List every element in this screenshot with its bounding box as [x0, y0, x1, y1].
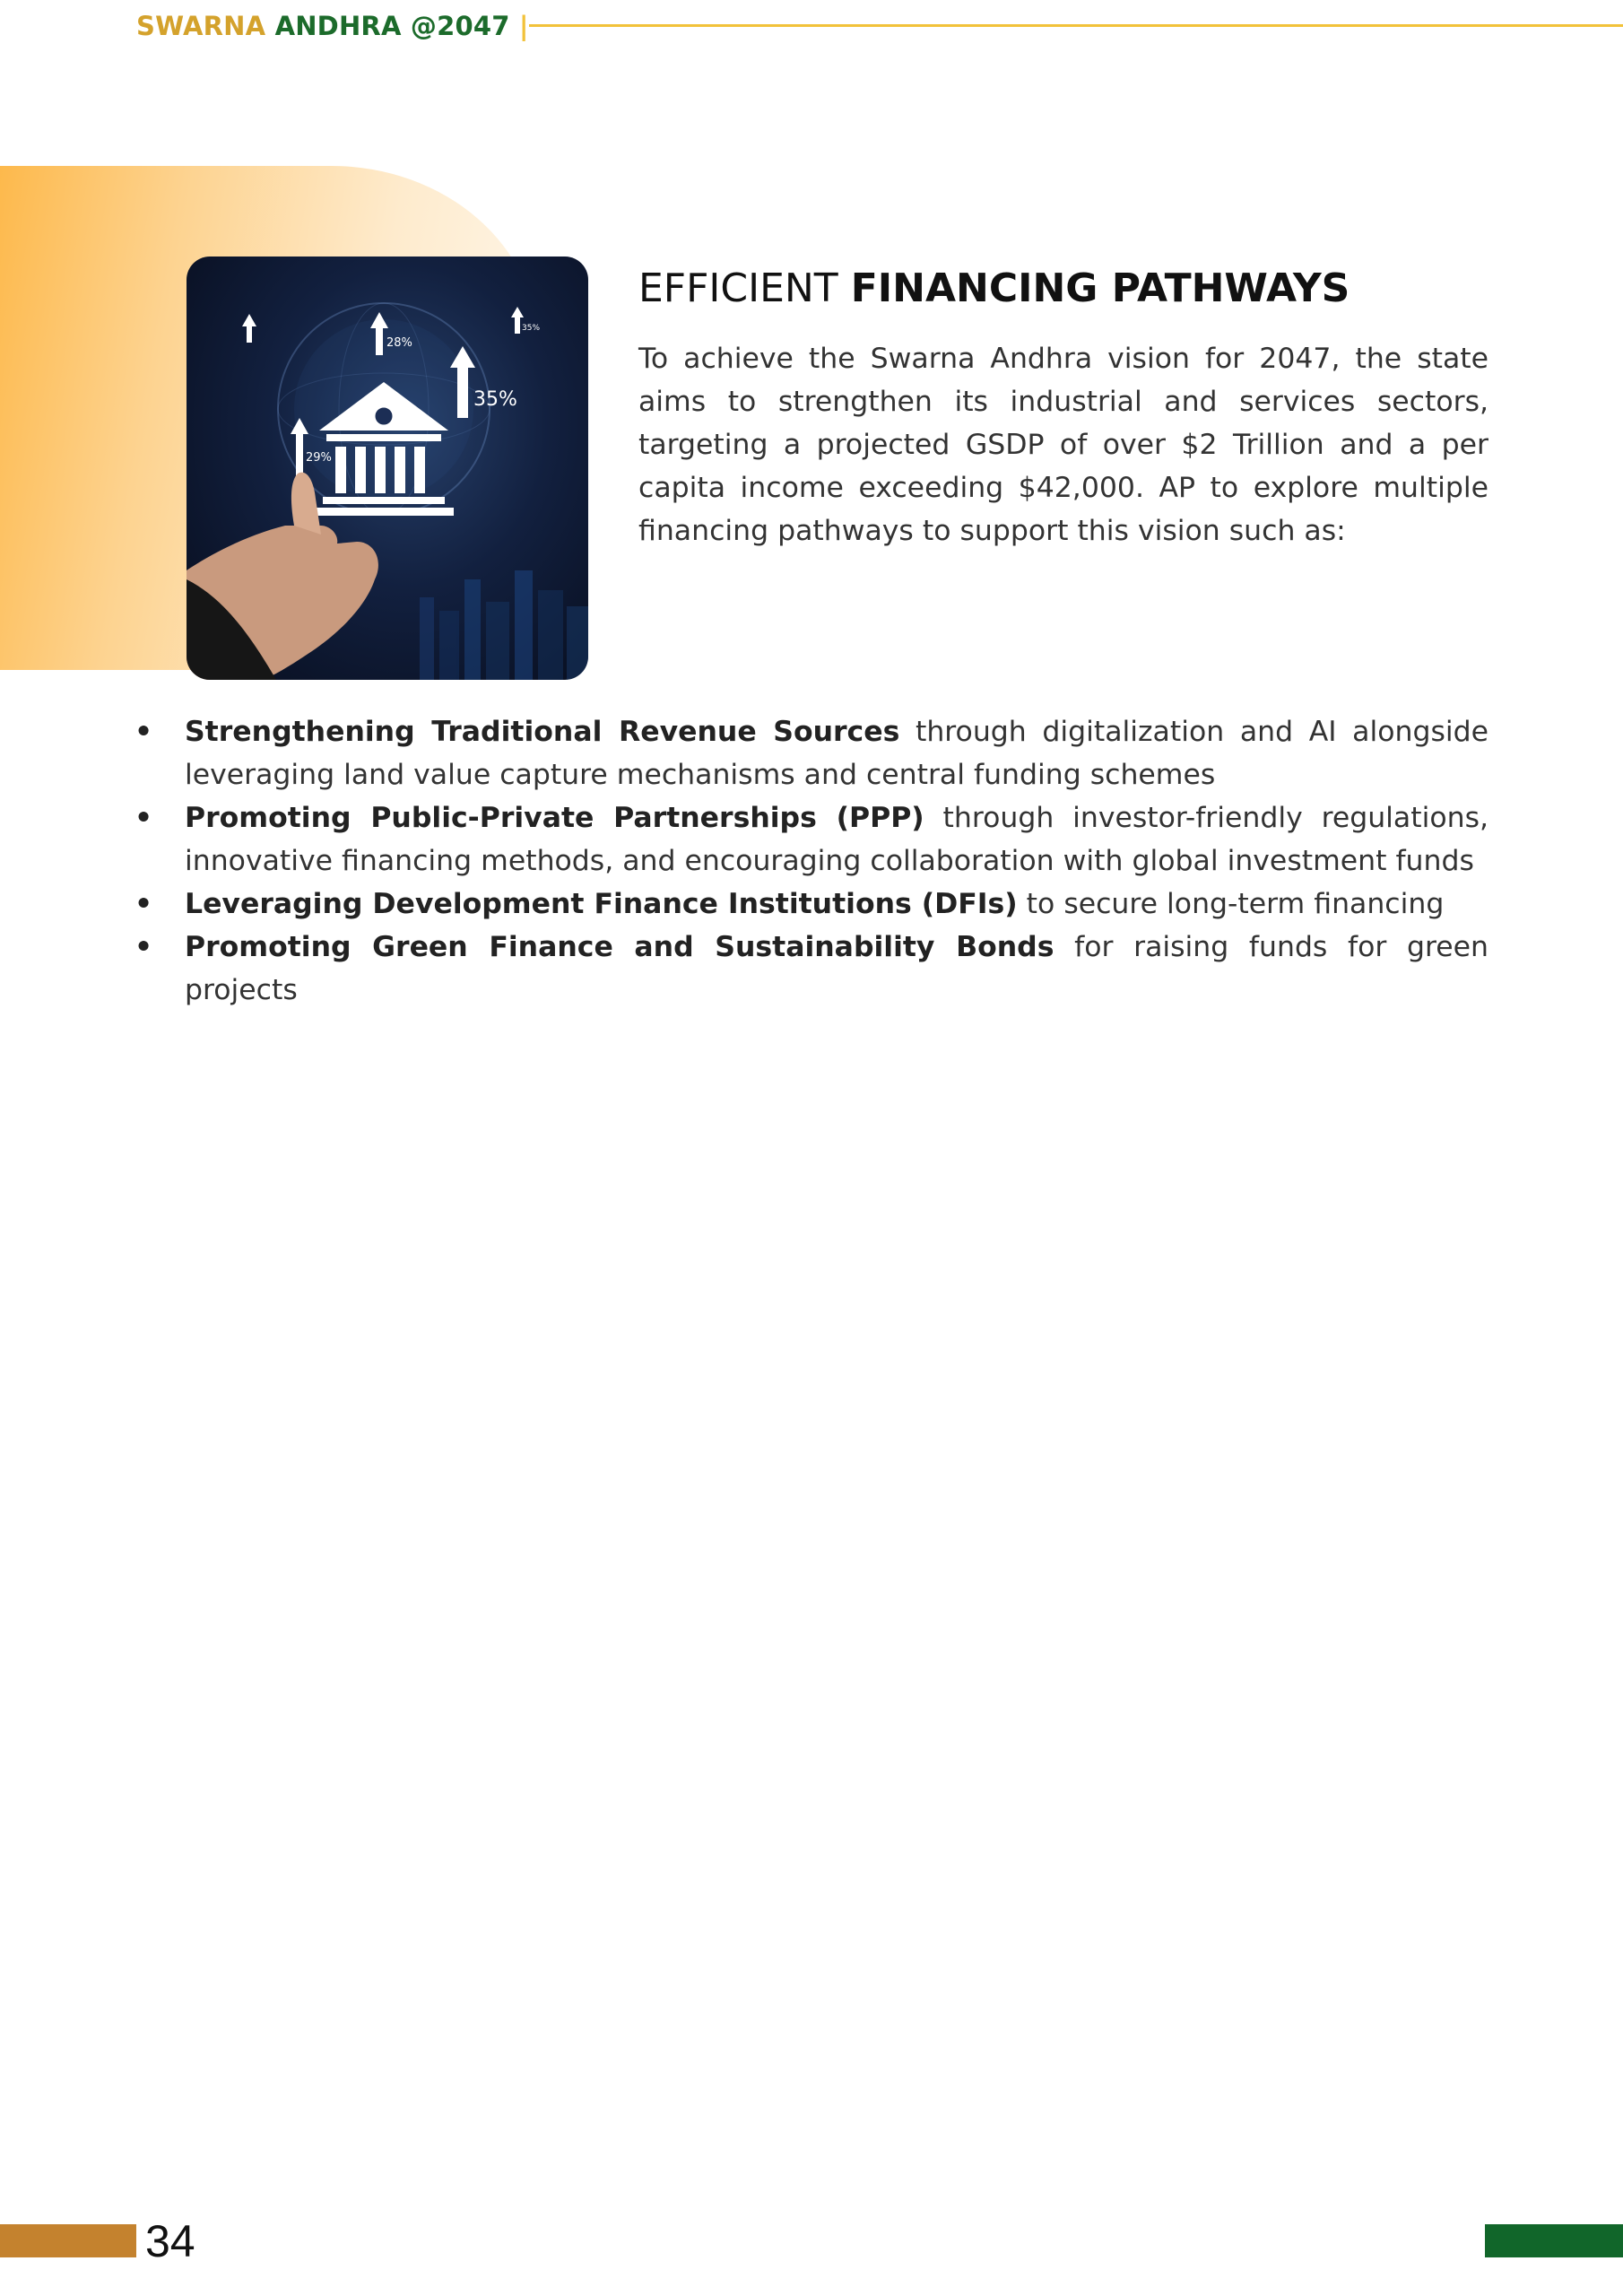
list-item	[135, 710, 1488, 796]
hero-label-29: 29%	[306, 451, 332, 465]
intro-paragraph: To achieve the Swarna Andhra vision for 2047, the state aims to strengthen its industrial and services sectors, targeting a projected GSDP of over $2 Trillion and a per capita income exceeding $42,000. AP to explore multiple financing pathways to support this vision such as:	[638, 343, 1488, 547]
title-light: EFFICIENT	[638, 265, 838, 311]
list-item-heading: Promoting Public-Private Partnerships (PPP)	[185, 802, 924, 834]
hero-label-28: 28%	[386, 336, 412, 350]
list-item-text: through investor-friendly regulations, innovative financing methods, and encouraging collaboration with global investment funds	[185, 802, 1488, 877]
list-item	[135, 883, 1488, 926]
running-header	[136, 11, 529, 41]
page-number: 34	[145, 2216, 195, 2266]
list-item-text: to secure long-term financing	[1017, 888, 1445, 920]
hero-label-35-small: 35%	[522, 324, 541, 333]
footer-orange-bar	[0, 2224, 136, 2257]
brand-swarna: SWARNA	[136, 11, 266, 41]
list-item-text: for raising funds for green projects	[185, 931, 1488, 1006]
bank-growth-icon	[187, 257, 588, 680]
hero-image	[187, 257, 588, 680]
bullet-icon: •	[135, 888, 153, 920]
title-bold: FINANCING PATHWAYS	[850, 265, 1350, 311]
list-item-heading: Promoting Green Finance and Sustainability Bonds	[185, 931, 1055, 963]
list-item	[135, 796, 1488, 883]
list-item	[135, 926, 1488, 1012]
header-separator: |	[518, 11, 529, 41]
footer-green-bar	[1485, 2224, 1623, 2257]
brand-andhra-2047: ANDHRA @2047	[274, 11, 510, 41]
list-item-heading: Leveraging Development Finance Institutions (DFIs)	[185, 888, 1018, 920]
header-rule	[529, 24, 1623, 27]
list-item-text: through digitalization and AI alongside leveraging land value capture mechanisms and central funding schemes	[185, 716, 1488, 791]
bullet-icon: •	[135, 802, 153, 834]
financing-pathways-list	[135, 710, 1488, 1012]
list-item-heading: Strengthening Traditional Revenue Sources	[185, 716, 900, 748]
bullet-icon: •	[135, 716, 153, 748]
bullet-icon: •	[135, 931, 153, 963]
hero-label-35: 35%	[473, 388, 517, 411]
section-title	[638, 265, 1350, 311]
